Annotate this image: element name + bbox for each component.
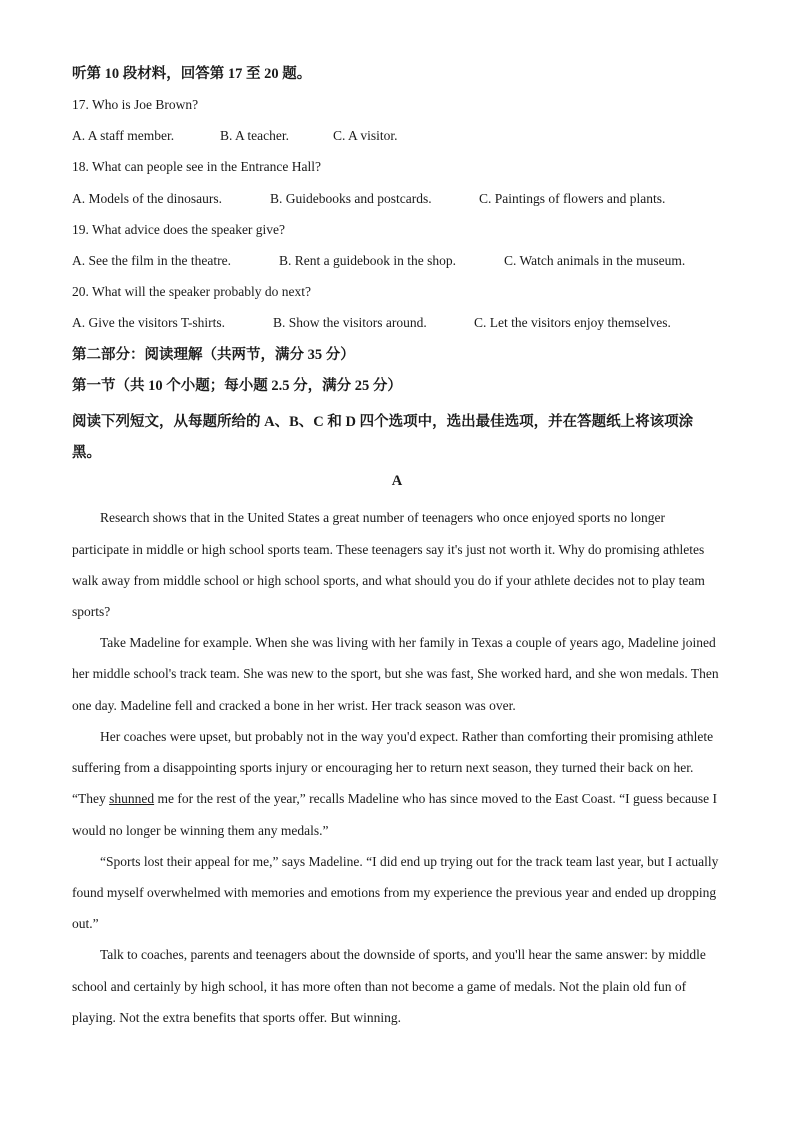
option-a: A. Give the visitors T-shirts. [72, 315, 226, 331]
exam-page [72, 64, 722, 1033]
question-18-stem: 18. What can people see in the Entrance Hall? [72, 159, 322, 175]
underlined-word: shunned [109, 791, 155, 807]
option-c: C. Let the visitors enjoy themselves. [474, 315, 671, 331]
question-17-stem: 17. Who is Joe Brown? [72, 97, 199, 112]
option-c: C. A visitor. [333, 128, 398, 144]
question-20-stem: 20. What will the speaker probably do next? [72, 284, 311, 300]
paragraph-3-before: Her coaches were upset, but probably not in the way you'd expect. Rather than comforting their promising athlete suffering from a disappointing sports injury or encouraging her to return next season, they turned their back on her. “They [72, 728, 714, 807]
listening-heading: 听第 10 段材料，回答第 17 至 20 题。 [72, 66, 312, 82]
question-17-options [72, 126, 722, 157]
passage-paragraph-1: Research shows that in the United States a great number of teenagers who once enjoyed sports no longer participate in middle or high school sports team. These teenagers say it's just not worth it. Why do promising athletes walk away from middle school or high school sports, and what should you do if your athlete decides not to play team sports? [72, 510, 705, 620]
passage-paragraph-5: Talk to coaches, parents and teenagers about the downside of sports, and you'll hear the same answer: by middle school and certainly by high school, it has more often than not become a game of medals. Not the plain old fun of playing. Not the extra benefits that sports offer. But winning. [72, 947, 706, 1025]
option-c: C. Watch animals in the museum. [504, 252, 686, 268]
part-two-title: 第二部分：阅读理解（共两节，满分 35 分） [72, 346, 355, 363]
option-c: C. Paintings of flowers and plants. [479, 190, 666, 206]
option-b: B. Rent a guidebook in the shop. [279, 252, 456, 268]
passage-paragraph-2: Take Madeline for example. When she was living with her family in Texas a couple of years ago, Madeline joined her middle school's track team. She was new to the sport, but she was fast, She worked hard, and she won medals. Then one day. Madeline fell and cracked a bone in her wrist. Her track season was over. [72, 635, 719, 713]
question-19-stem: 19. What advice does the speaker give? [72, 221, 286, 237]
paragraph-3-after: me for the rest of the year,” recalls Madeline who has since moved to the East Coast. “I guess because I would no longer be winning them any medals.” [72, 791, 717, 838]
question-20-options [72, 313, 722, 344]
passage-paragraph-4: “Sports lost their appeal for me,” says Madeline. “I did end up trying out for the track team last year, but I actually found myself overwhelmed with memories and emotions from my experience the previous year and ended up dropping out.” [72, 853, 719, 932]
option-a: A. Models of the dinosaurs. [72, 190, 222, 206]
reading-instruction: 阅读下列短文，从每题所给的 A、B、C 和 D 四个选项中，选出最佳选项，并在答题纸上将该项涂黑。 [72, 413, 694, 462]
passage-paragraph-3 [72, 721, 722, 846]
option-b: B. Guidebooks and postcards. [270, 190, 432, 206]
option-b: B. A teacher. [220, 128, 289, 144]
question-19-options [72, 251, 722, 282]
option-a: A. See the film in the theatre. [72, 252, 231, 268]
question-18-options [72, 189, 722, 220]
option-b: B. Show the visitors around. [273, 315, 427, 331]
option-a: A. A staff member. [72, 128, 175, 144]
section-one-title: 第一节（共 10 个小题；每小题 2.5 分，满分 25 分） [72, 377, 402, 394]
passage-label: A [391, 473, 403, 490]
